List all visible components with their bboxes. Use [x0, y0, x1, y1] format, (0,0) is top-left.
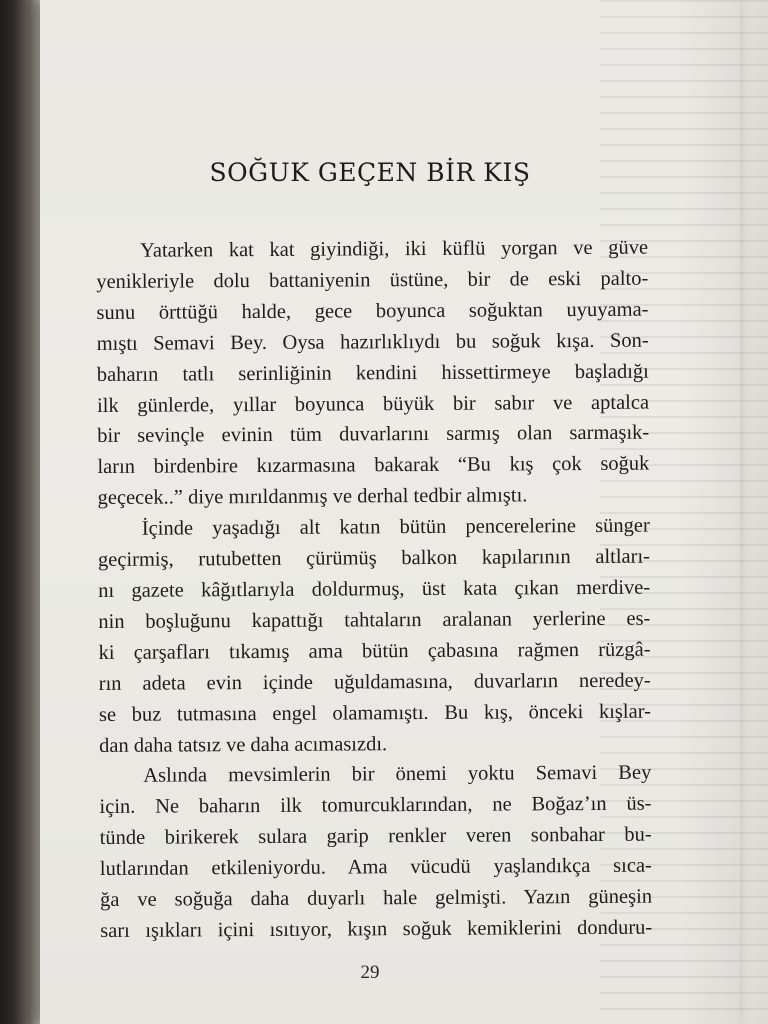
text-line: se buz tutmasına engel olamamıştı. Bu kış, önceki kışlar-: [98, 700, 651, 726]
text-line: Yatarken kat kat giyindiği, iki küflü yorgan ve güve: [140, 236, 649, 262]
text-line: lutlarından etkileniyordu. Ama vücudü yaşlandıkça sıca-: [99, 854, 652, 881]
page-shadow: [680, 0, 740, 1024]
text-line: baharın tatlı serinliğinin kendini hissettirmeye başladığı: [96, 360, 649, 386]
text-line: nin boşluğunu kapattığı tahtaların aralanan yerlerine es-: [98, 607, 651, 633]
text-line: ğa ve soğuğa daha duyarlı hale gelmişti. Yazın güneşin: [99, 885, 653, 912]
text-line: ilk günlerde, yıllar boyunca büyük bir sabır ve aptalca: [96, 391, 650, 417]
text-line: tünde birikerek sulara garip renkler veren sonbahar bu-: [99, 823, 652, 850]
text-line: rın adeta evin içinde uğuldamasına, duvarların neredey-: [98, 669, 651, 695]
text-line: Aslında mevsimlerin bir önemi yoktu Semavi Bey: [143, 762, 652, 788]
text-line: mıştı Semavi Bey. Oysa hazırlıklıydı bu soğuk kışa. Son-: [96, 329, 649, 355]
text-line: için. Ne baharın ilk tomurcuklarından, ne Boğaz’ın üs-: [99, 792, 652, 819]
text-line: ki çarşafları tıkamış ama bütün çabasına rağmen rüzgâ-: [98, 638, 651, 664]
text-line: bir sevinçle evinin tüm duvarlarını sarmış olan sarmaşık-: [97, 422, 650, 448]
text-line: sarı ışıkları içini ısıtıyor, kışın soğuk kemiklerini donduru-: [100, 916, 653, 942]
text-line: nı gazete kâğıtlarıyla doldurmuş, üst kata çıkan merdive-: [98, 576, 651, 602]
text-line: dan daha tatsız ve daha acımasızdı.: [99, 732, 388, 757]
text-line: İçinde yaşadığı alt katın bütün pencerelerine sünger: [141, 514, 650, 540]
text-line: geçirmiş, rutubetten çürümüş balkon kapılarının altları-: [97, 545, 651, 572]
body-text: [96, 233, 652, 947]
chapter-title: SOĞUK GEÇEN BİR KIŞ: [209, 158, 531, 187]
text-line: yenikleriyle dolu battaniyenin üstüne, bir de eski palto-: [96, 267, 649, 293]
page-number: 29: [360, 962, 380, 983]
text-line: ların birdenbire kızarmasına bakarak “Bu kış çok soğuk: [97, 452, 650, 479]
text-line: geçecek..” diye mırıldanmış ve derhal tedbir almıştı.: [97, 484, 528, 510]
text-line: sunu örttüğü halde, gece boyunca soğuktan uyuyama-: [96, 298, 649, 324]
